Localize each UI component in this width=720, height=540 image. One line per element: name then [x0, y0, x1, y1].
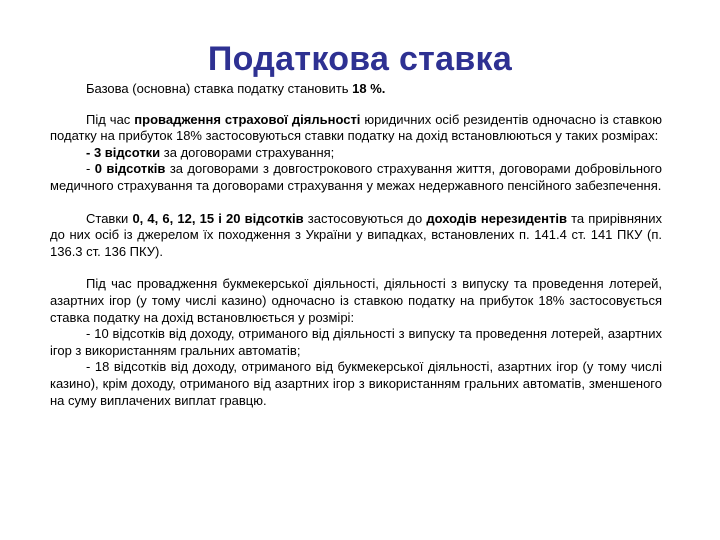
- insurance-activity-emphasis: провадження страхової діяльності: [134, 111, 361, 127]
- paragraph-base-rate: [50, 81, 662, 98]
- rate-0-percent: 0 відсотків: [94, 161, 166, 177]
- slide-content: [50, 81, 662, 409]
- base-rate-value: 18 %.: [352, 81, 386, 96]
- list-item-10-percent: - 10 відсотків від доходу, отриманого від діяльності з випуску та проведення лотерей, азартних ігор з використанням гральних автоматів;: [50, 326, 662, 358]
- paragraph-gambling: Під час провадження букмекерської діяльності, діяльності з випуску та проведення лотерей, азартних ігор (у тому числі казино) одночасно із ставкою податку на прибуток 18% застосовується ставка податку на дохід встановлюється у розмірі:: [50, 276, 662, 325]
- rate-3-percent: - 3 відсотки: [86, 144, 161, 160]
- list-item-0-percent: - 0 відсотків за договорами з довгострокового страхування життя, договорами добровільного медичного страхування та договорами страхування у межах недержавного пенсійного забезпечення.: [50, 161, 662, 193]
- paragraph-nonresidents: Ставки 0, 4, 6, 12, 15 і 20 відсотків застосовуються до доходів нерезидентів та прирівняних до них осіб із джерелом їх походження з України у випадках, встановлених п. 141.4 ст. 141 ПКУ (п. 136.3 ст. 136 ПКУ).: [50, 210, 662, 259]
- list-item-18-percent: - 18 відсотків від доходу, отриманого від букмекерської діяльності, азартних ігор (у тому числі казино), крім доходу, отриманого від азартних ігор з використанням гральних автоматів, зменшеного на суму виплачених виплат гравцю.: [50, 359, 662, 408]
- list-item-3-percent: - 3 відсотки за договорами страхування;: [86, 144, 335, 160]
- slide-title: Податкова ставка: [207, 40, 513, 78]
- nonresident-income-emphasis: доходів нерезидентів: [426, 210, 567, 226]
- paragraph-insurance: Під час провадження страхової діяльності юридичних осіб резидентів одночасно із ставкою податку на прибуток 18% застосовуються ставки податку на дохід встановлюються у таких розмірах:: [50, 111, 663, 144]
- nonresident-rates: 0, 4, 6, 12, 15 і 20 відсотків: [132, 210, 304, 226]
- base-rate-text: Базова (основна) ставка податку становить: [86, 81, 353, 96]
